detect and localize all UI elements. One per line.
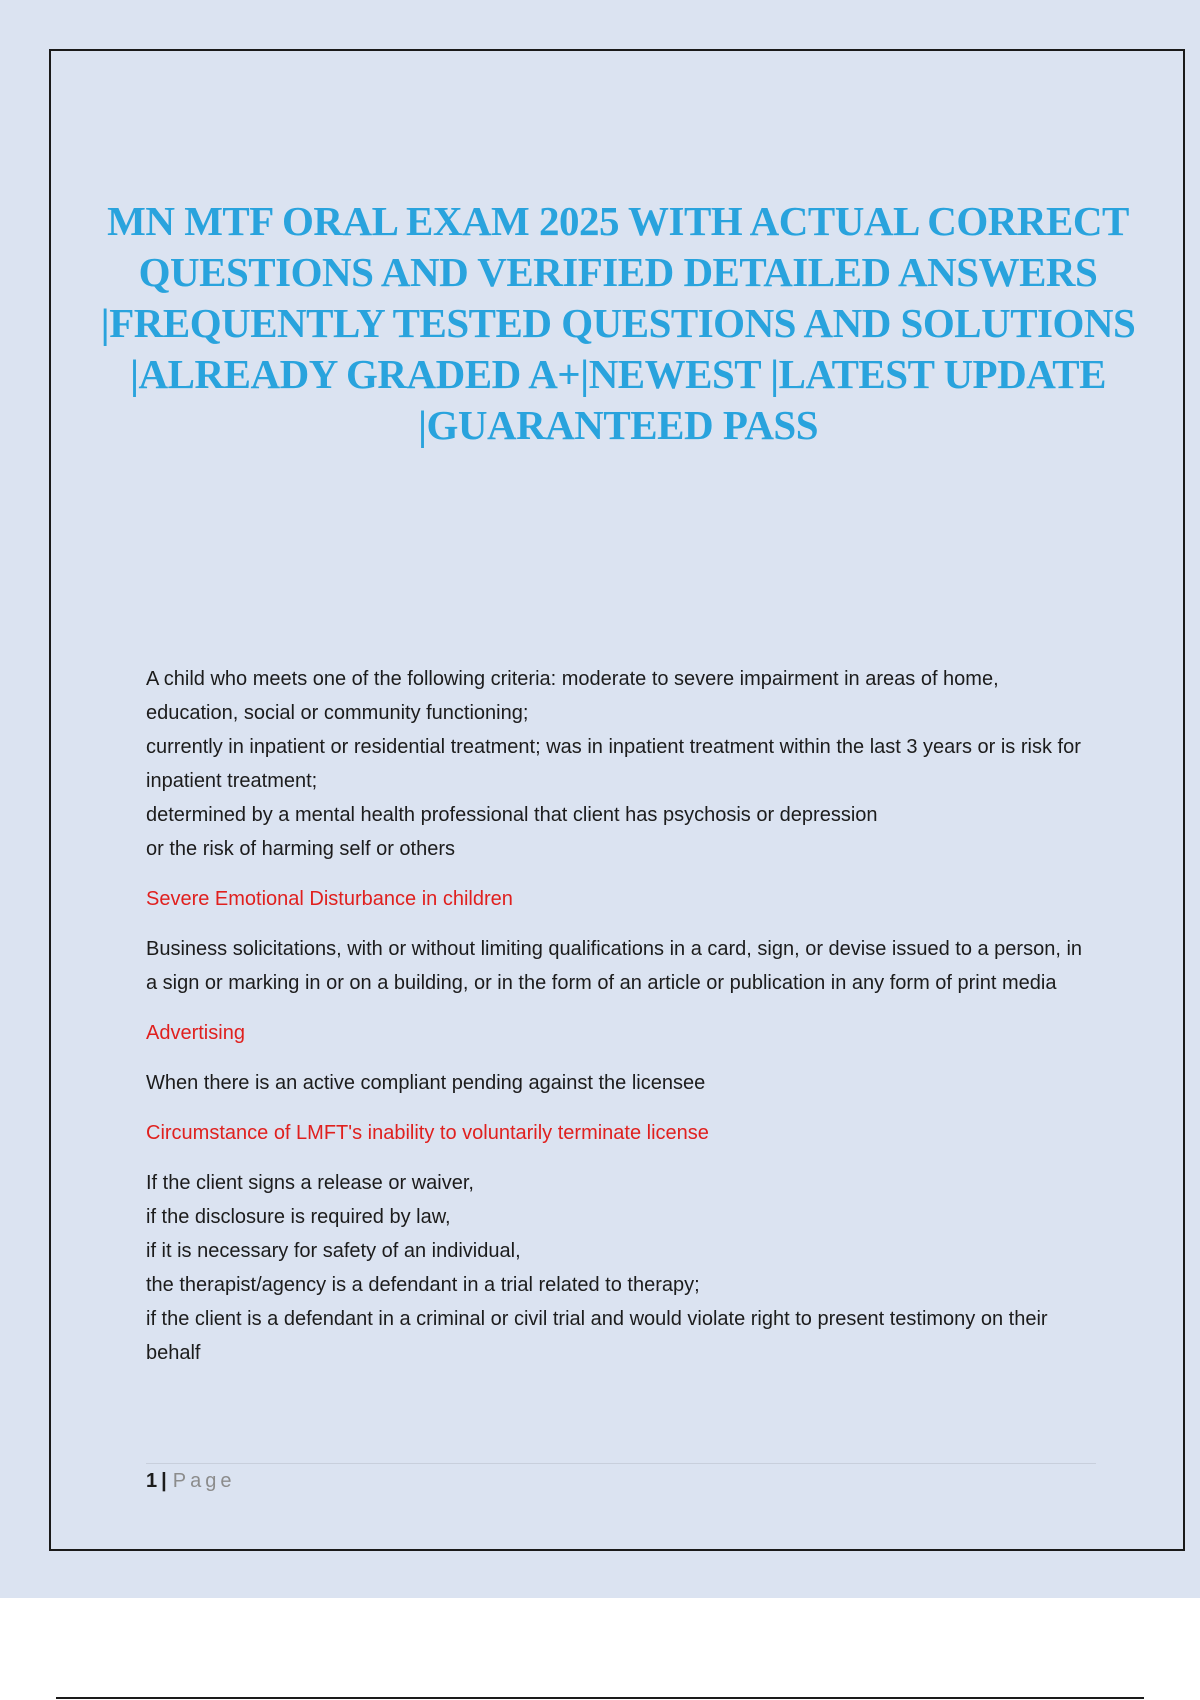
definition-paragraph [146,932,1096,1000]
document-body [146,662,1096,1386]
page-footer [146,1470,235,1493]
definition-line: if it is necessary for safety of an individual, [146,1240,521,1262]
definition-line: If the client signs a release or waiver, [146,1172,474,1194]
definition-line: currently in inpatient or residential treatment; was in inpatient treatment within the last 3 years or is risk for inpatient treatment; [146,736,1081,792]
page-word: Page [172,1470,236,1492]
definition-line: the therapist/agency is a defendant in a trial related to therapy; [146,1274,700,1296]
definition-paragraph [146,662,1096,866]
footer-divider [146,1463,1096,1464]
definition-line: if the client is a defendant in a criminal or civil trial and would violate right to present testimony on their behalf [146,1308,1048,1364]
definition-paragraph [146,1066,1096,1100]
document-title: MN MTF ORAL EXAM 2025 WITH ACTUAL CORRECT QUESTIONS AND VERIFIED DETAILED ANSWERS |FREQUENTLY TESTED QUESTIONS AND SOLUTIONS |ALREADY GRADED A+|NEWEST |LATEST UPDATE |GUARANTEED PASS [100,198,1136,448]
page-number: 1 [146,1470,158,1492]
definition-line: A child who meets one of the following criteria: moderate to severe impairment in areas of home, education, social or community functioning; [146,668,999,724]
definition-line: Business solicitations, with or without limiting qualifications in a card, sign, or devise issued to a person, in a sign or marking in or on a building, or in the form of an article or publication in any form of print media [146,938,1083,994]
term-label: Circumstance of LMFT's inability to voluntarily terminate license [146,1122,709,1144]
definition-line: determined by a mental health professional that client has psychosis or depression [146,804,878,826]
term-label: Severe Emotional Disturbance in children [146,888,513,910]
footer-separator: | [161,1470,167,1492]
next-page-border [56,1697,1144,1699]
term-label: Advertising [146,1022,245,1044]
definition-paragraph [146,1166,1096,1370]
definition-line: if the disclosure is required by law, [146,1206,451,1228]
definition-line: When there is an active compliant pending against the licensee [146,1072,706,1094]
definition-line: or the risk of harming self or others [146,838,456,860]
